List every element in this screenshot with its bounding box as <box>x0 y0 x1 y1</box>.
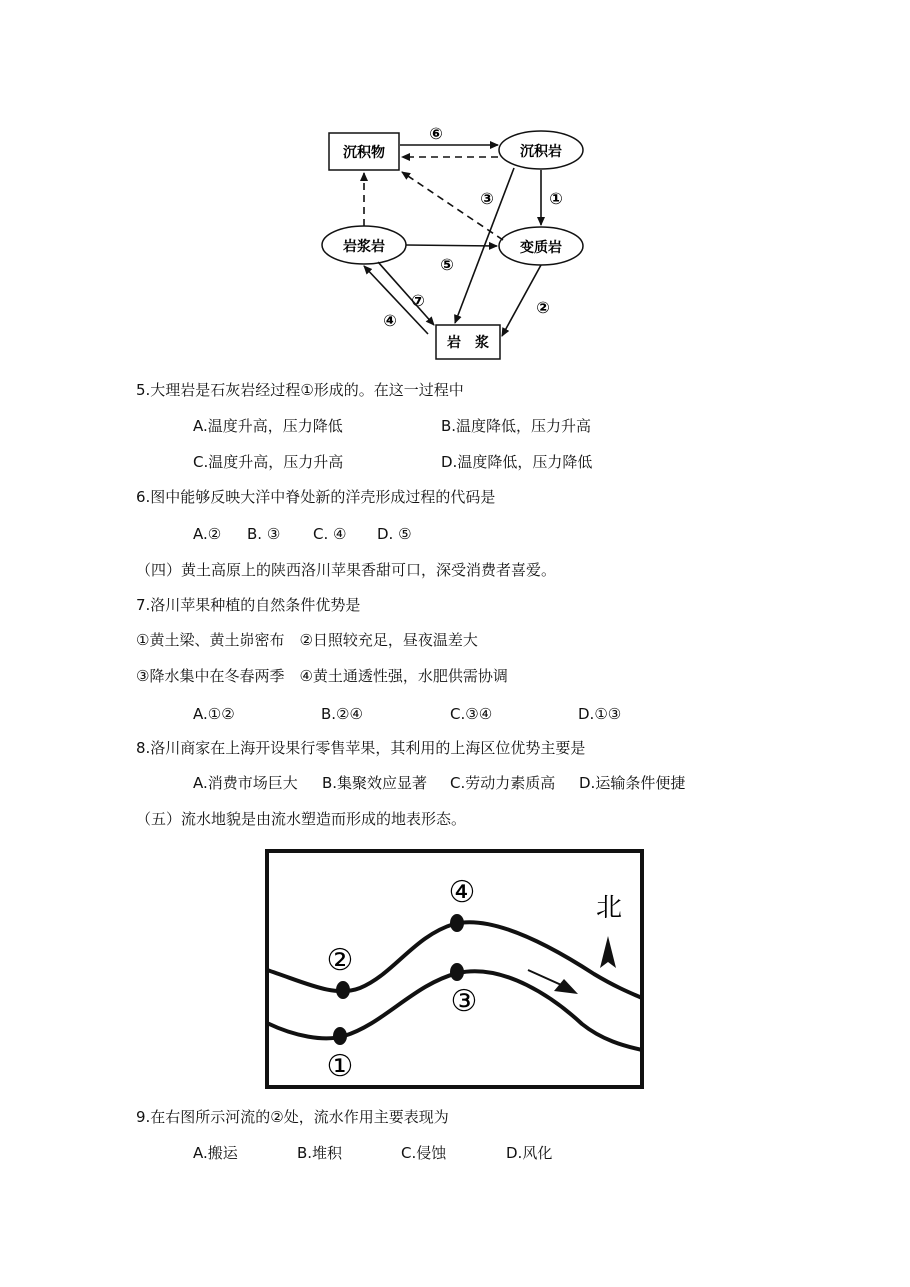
section-5-intro: （五）流水地貌是由流水塑造而形成的地表形态。 <box>136 810 467 828</box>
process-label-1: ① <box>549 189 563 208</box>
process-label-3: ③ <box>480 189 494 208</box>
process-label-5: ⑤ <box>440 255 454 274</box>
q6-stem: 6.图中能够反映大洋中脊处新的洋壳形成过程的代码是 <box>136 488 496 506</box>
rock-cycle-diagram <box>0 0 910 380</box>
q5-option-c: C.温度升高，压力升高 <box>193 453 344 471</box>
q5-option-a: A.温度升高，压力降低 <box>193 417 343 435</box>
q7-option-b: B.②④ <box>321 705 363 723</box>
arrow-2 <box>502 265 541 336</box>
point-2-label: ② <box>326 943 354 978</box>
point-4-dot <box>450 914 464 932</box>
river-meander-figure <box>264 848 648 1090</box>
q7-option-a: A.①② <box>193 705 235 723</box>
metamorphic-rock-label: 变质岩 <box>520 240 562 256</box>
q9-option-b: B.堆积 <box>297 1144 343 1162</box>
point-2-dot <box>336 981 350 999</box>
q8-option-d: D.运输条件便捷 <box>579 774 686 792</box>
q6-option-d: D. ⑤ <box>377 525 412 543</box>
q6-option-b: B. ③ <box>247 525 281 543</box>
q5-option-d: D.温度降低，压力降低 <box>441 453 593 471</box>
q8-option-a: A.消费市场巨大 <box>193 774 298 792</box>
q5-stem: 5.大理岩是石灰岩经过程①形成的。在这一过程中 <box>136 381 464 399</box>
q7-option-d: D.①③ <box>578 705 622 723</box>
q5-option-b: B.温度降低，压力升高 <box>441 417 592 435</box>
q8-option-b: B.集聚效应显著 <box>322 774 428 792</box>
point-3-label: ③ <box>450 984 478 1019</box>
q9-option-a: A.搬运 <box>193 1144 238 1162</box>
magma-label: 岩 浆 <box>447 335 489 351</box>
sediment-label: 沉积物 <box>343 145 385 161</box>
q6-option-c: C. ④ <box>313 525 347 543</box>
q7-conditions-line2: ③降水集中在冬春两季 ④黄土通透性强，水肥供需协调 <box>136 667 508 685</box>
q8-stem: 8.洛川商家在上海开设果行零售苹果，其利用的上海区位优势主要是 <box>136 739 586 757</box>
point-1-label: ① <box>326 1049 354 1084</box>
q7-stem: 7.洛川苹果种植的自然条件优势是 <box>136 596 361 614</box>
igneous-rock-label: 岩浆岩 <box>343 239 385 255</box>
arrow-5 <box>406 245 497 246</box>
point-1-dot <box>333 1027 347 1045</box>
q8-option-c: C.劳动力素质高 <box>450 774 556 792</box>
process-label-7: ⑦ <box>411 291 425 310</box>
process-label-4: ④ <box>383 311 397 330</box>
sedimentary-rock-label: 沉积岩 <box>520 144 562 160</box>
north-label: 北 <box>595 893 623 923</box>
q6-option-a: A.② <box>193 525 222 543</box>
point-4-label: ④ <box>448 875 476 910</box>
q9-option-d: D.风化 <box>506 1144 553 1162</box>
section-4-intro: （四）黄土高原上的陕西洛川苹果香甜可口，深受消费者喜爱。 <box>136 561 557 579</box>
q7-option-c: C.③④ <box>450 705 493 723</box>
process-label-6: ⑥ <box>429 124 443 143</box>
q9-stem: 9.在右图所示河流的②处，流水作用主要表现为 <box>136 1108 449 1126</box>
point-3-dot <box>450 963 464 981</box>
process-label-2: ② <box>536 298 550 317</box>
q7-conditions-line1: ①黄土梁、黄土峁密布 ②日照较充足，昼夜温差大 <box>136 631 478 649</box>
q9-option-c: C.侵蚀 <box>401 1144 447 1162</box>
